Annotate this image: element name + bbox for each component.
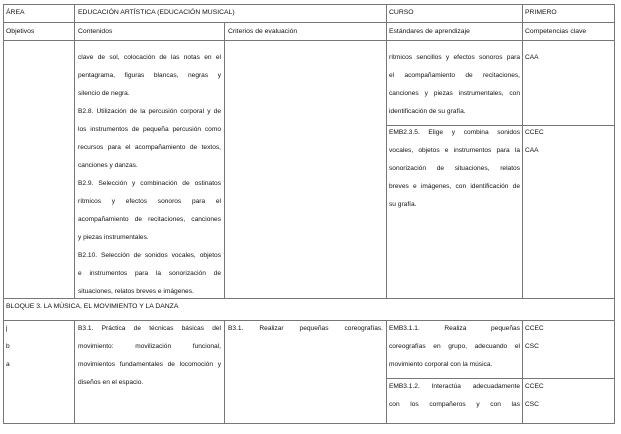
competences-header: Competencias clave (525, 28, 587, 35)
standard-line: EMB3.1.2. Interactúa adecuadamente (389, 383, 520, 390)
standard-line: movimiento corporal con la música. (389, 361, 493, 368)
content-line: pentagrama, figuras blancas, negras y (78, 72, 221, 79)
column-divider (74, 320, 75, 423)
criteria-header: Criterios de evaluación (228, 28, 298, 35)
row-divider (3, 40, 615, 41)
content-line: e instrumentos para la sonorización de (78, 270, 221, 277)
course-value: PRIMERO (525, 9, 557, 16)
competence-code: CCEC (525, 325, 544, 332)
content-line: B2.10. Selección de sonidos vocales, objetos (78, 252, 221, 259)
column-divider (522, 320, 523, 423)
standard-line: su grafía. (389, 201, 417, 208)
standard-line: vocales, objetos e instrumentos para la (389, 147, 520, 154)
content-line: situaciones, relatos breves e imágenes. (78, 288, 194, 295)
competence-code: CSC (525, 401, 539, 408)
objective-code: a (6, 361, 10, 368)
competence-code: CCEC (525, 129, 544, 136)
content-line: recursos para el acompañamiento de textos, (78, 144, 221, 151)
competence-code: CAA (525, 147, 539, 154)
standard-line: breves e imágenes, con identificación de (389, 183, 520, 190)
content-line: silencio de negra. (78, 90, 130, 97)
table-border-right (614, 4, 615, 423)
standard-line: EMB2.3.5. Elige y combina sonidos (389, 129, 520, 136)
course-header: CURSO (389, 9, 414, 16)
subject-title: EDUCACIÓN ARTÍSTICA (EDUCACIÓN MUSICAL) (78, 9, 235, 16)
content-line: diseños en el espacio. (78, 379, 144, 386)
content-line: B2.8. Utilización de la percusión corporal y de (78, 108, 221, 115)
column-divider (386, 320, 387, 423)
column-divider (386, 4, 387, 298)
column-divider (224, 22, 225, 298)
standard-line: con los compañeros y con las (389, 401, 520, 408)
row-divider (3, 22, 615, 23)
content-line: los instrumentos de pequeña percusión como (78, 126, 221, 133)
content-line: y piezas instrumentales. (78, 234, 149, 241)
objectives-header: Objetivos (6, 28, 35, 35)
content-line: movimiento: movilización funcional, (78, 343, 221, 350)
competence-code: CSC (525, 343, 539, 350)
standard-line: coreografías en grupo, adecuando el (389, 343, 520, 350)
standard-line: el acompañamiento de recitaciones, (389, 72, 520, 79)
standard-line: sonorización de situaciones, relatos (389, 165, 520, 172)
criteria-line: B3.1. Realizar pequeñas coreografías. (228, 325, 383, 332)
content-line: clave de sol, colocación de las notas en el (78, 54, 221, 61)
standards-header: Estándares de aprendizaje (389, 28, 470, 35)
block-title: BLOQUE 3. LA MÚSICA, EL MOVIMIENTO Y LA DANZA (6, 303, 179, 310)
content-line: rítmicos y efectos sonoros para el (78, 198, 221, 205)
table-border-left (3, 4, 4, 423)
standard-line: identificación de su grafía. (389, 108, 466, 115)
content-line: B2.9. Selección y combinación de ostinatos (78, 180, 221, 187)
contents-header: Contenidos (78, 28, 113, 35)
standard-line: EMB3.1.1. Realiza pequeñas (389, 325, 520, 332)
column-divider (224, 320, 225, 423)
competence-code: CAA (525, 54, 539, 61)
standard-line: canciones y piezas instrumentales, con (389, 90, 520, 97)
competence-code: CCEC (525, 383, 544, 390)
content-line: B3.1. Práctica de técnicas básicas del (78, 325, 221, 332)
area-header: ÁREA (6, 9, 25, 16)
objective-code: b (6, 343, 10, 350)
column-divider (74, 4, 75, 298)
content-line: canciones y danzas. (78, 162, 138, 169)
table-border-bottom (3, 423, 615, 424)
table-border-top (3, 4, 615, 5)
column-divider (522, 4, 523, 298)
standard-line: rítmicos sencillos y efectos sonoros para (389, 54, 520, 61)
content-line: acompañamiento de recitaciones, canciones (78, 216, 221, 223)
objective-code: j (6, 325, 8, 332)
content-line: movimientos fundamentales de locomoción y (78, 361, 221, 368)
